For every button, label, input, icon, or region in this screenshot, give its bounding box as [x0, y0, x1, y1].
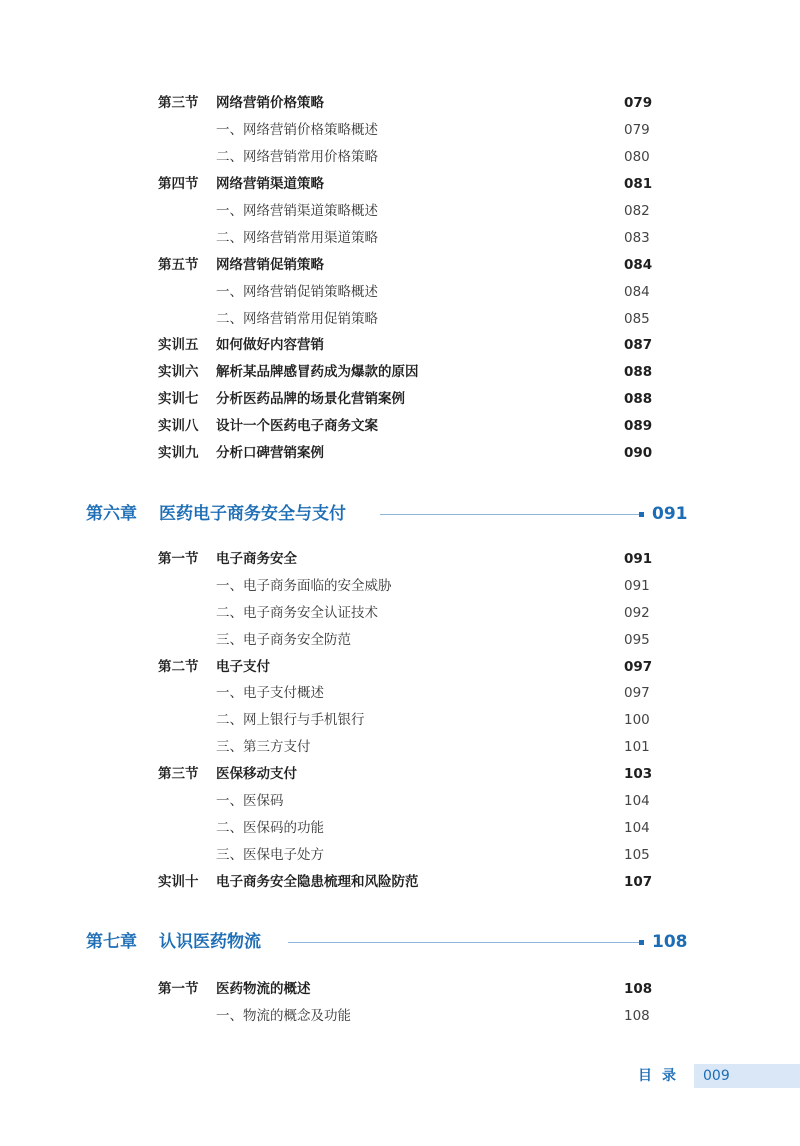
- page-number: 091: [624, 551, 653, 567]
- section-title: 解析某品牌感冒药成为爆款的原因: [216, 364, 419, 380]
- toc-subsection-row[interactable]: [0, 576, 800, 596]
- page-number: 083: [624, 230, 650, 246]
- page-number: 087: [624, 337, 653, 353]
- page-number: 084: [624, 284, 650, 300]
- page-number: 089: [624, 418, 653, 434]
- chapter-page-number: 108: [652, 932, 688, 952]
- section-title: 网络营销促销策略: [216, 257, 324, 273]
- toc-subsection-row[interactable]: [0, 791, 800, 811]
- section-label: 实训七: [158, 391, 199, 407]
- toc-subsection-row[interactable]: [0, 201, 800, 221]
- toc-subsection-row[interactable]: [0, 737, 800, 757]
- chapter-number: 第七章: [86, 932, 137, 952]
- section-title: 分析医药品牌的场景化营销案例: [216, 391, 405, 407]
- chapter-heading-7[interactable]: [0, 928, 800, 956]
- page-number: 079: [624, 122, 650, 138]
- page-number: 080: [624, 149, 650, 165]
- section-label: 实训五: [158, 337, 199, 353]
- page-number: 108: [624, 981, 653, 997]
- toc-subsection-row[interactable]: [0, 1006, 800, 1026]
- section-label: 第三节: [158, 95, 199, 111]
- toc-subsection-row[interactable]: [0, 710, 800, 730]
- subsection-title: 三、第三方支付: [216, 739, 311, 755]
- page-number: 088: [624, 391, 653, 407]
- chapter-title: 医药电子商务安全与支付: [159, 504, 346, 524]
- toc-subsection-row[interactable]: [0, 309, 800, 329]
- subsection-title: 二、网络营销常用渠道策略: [216, 230, 378, 246]
- page-number: 082: [624, 203, 650, 219]
- subsection-title: 一、电子支付概述: [216, 685, 324, 701]
- page-number: 090: [624, 445, 653, 461]
- section-label: 第一节: [158, 981, 199, 997]
- toc-section-row[interactable]: [0, 255, 800, 275]
- section-title: 电子商务安全: [216, 551, 297, 567]
- page-number: 088: [624, 364, 653, 380]
- subsection-title: 二、网络营销常用促销策略: [216, 311, 378, 327]
- subsection-title: 二、电子商务安全认证技术: [216, 605, 378, 621]
- toc-section-row[interactable]: [0, 979, 800, 999]
- chapter-heading-6[interactable]: [0, 500, 800, 528]
- toc-section-row[interactable]: [0, 549, 800, 569]
- section-label: 第一节: [158, 551, 199, 567]
- section-label: 第三节: [158, 766, 199, 782]
- toc-subsection-row[interactable]: [0, 282, 800, 302]
- toc-subsection-row[interactable]: [0, 603, 800, 623]
- page-number: 084: [624, 257, 653, 273]
- chapter-page-number: 091: [652, 504, 688, 524]
- toc-section-row[interactable]: [0, 443, 800, 463]
- page-number: 097: [624, 685, 650, 701]
- toc-subsection-row[interactable]: [0, 818, 800, 838]
- leader-dot: [639, 940, 644, 945]
- toc-section-row[interactable]: [0, 362, 800, 382]
- page-number: 104: [624, 820, 650, 836]
- leader-line: [288, 942, 639, 943]
- section-label: 实训八: [158, 418, 199, 434]
- page-number: 097: [624, 659, 653, 675]
- section-title: 电子商务安全隐患梳理和风险防范: [216, 874, 419, 890]
- page-number: 104: [624, 793, 650, 809]
- toc-section-row[interactable]: [0, 389, 800, 409]
- leader-dot: [639, 512, 644, 517]
- subsection-title: 一、电子商务面临的安全威胁: [216, 578, 392, 594]
- subsection-title: 二、网上银行与手机银行: [216, 712, 365, 728]
- page-number: 107: [624, 874, 653, 890]
- toc-section-row[interactable]: [0, 657, 800, 677]
- subsection-title: 一、物流的概念及功能: [216, 1008, 351, 1024]
- toc-section-row[interactable]: [0, 416, 800, 436]
- page-number: 095: [624, 632, 650, 648]
- page-number: 105: [624, 847, 650, 863]
- page-number: 108: [624, 1008, 650, 1024]
- toc-subsection-row[interactable]: [0, 120, 800, 140]
- chapter-number: 第六章: [86, 504, 137, 524]
- section-title: 医保移动支付: [216, 766, 297, 782]
- chapter-title: 认识医药物流: [159, 932, 261, 952]
- toc-subsection-row[interactable]: [0, 228, 800, 248]
- subsection-title: 二、医保码的功能: [216, 820, 324, 836]
- section-title: 设计一个医药电子商务文案: [216, 418, 378, 434]
- page-number: 079: [624, 95, 653, 111]
- footer-page-number: 009: [703, 1068, 730, 1084]
- toc-section-row[interactable]: [0, 764, 800, 784]
- subsection-title: 三、电子商务安全防范: [216, 632, 351, 648]
- toc-section-row[interactable]: [0, 174, 800, 194]
- section-title: 电子支付: [216, 659, 270, 675]
- section-label: 实训十: [158, 874, 199, 890]
- section-label: 第四节: [158, 176, 199, 192]
- section-title: 网络营销价格策略: [216, 95, 324, 111]
- page-number: 092: [624, 605, 650, 621]
- page-number: 101: [624, 739, 650, 755]
- toc-subsection-row[interactable]: [0, 683, 800, 703]
- section-label: 第五节: [158, 257, 199, 273]
- footer-label: 目录: [638, 1068, 686, 1084]
- subsection-title: 二、网络营销常用价格策略: [216, 149, 378, 165]
- section-title: 网络营销渠道策略: [216, 176, 324, 192]
- subsection-title: 一、医保码: [216, 793, 284, 809]
- subsection-title: 三、医保电子处方: [216, 847, 324, 863]
- section-label: 第二节: [158, 659, 199, 675]
- subsection-title: 一、网络营销渠道策略概述: [216, 203, 378, 219]
- page-footer: [0, 1064, 800, 1088]
- page-number: 091: [624, 578, 650, 594]
- leader-line: [380, 514, 639, 515]
- subsection-title: 一、网络营销价格策略概述: [216, 122, 378, 138]
- page-number: 081: [624, 176, 653, 192]
- toc-section-row[interactable]: [0, 93, 800, 113]
- page-number: 100: [624, 712, 650, 728]
- page-number: 085: [624, 311, 650, 327]
- toc-subsection-row[interactable]: [0, 630, 800, 650]
- toc-section-row[interactable]: [0, 872, 800, 892]
- section-title: 如何做好内容营销: [216, 337, 324, 353]
- toc-subsection-row[interactable]: [0, 147, 800, 167]
- page-number: 103: [624, 766, 653, 782]
- subsection-title: 一、网络营销促销策略概述: [216, 284, 378, 300]
- toc-section-row[interactable]: [0, 335, 800, 355]
- section-label: 实训六: [158, 364, 199, 380]
- toc-subsection-row[interactable]: [0, 845, 800, 865]
- section-title: 医药物流的概述: [216, 981, 311, 997]
- section-title: 分析口碑营销案例: [216, 445, 324, 461]
- section-label: 实训九: [158, 445, 199, 461]
